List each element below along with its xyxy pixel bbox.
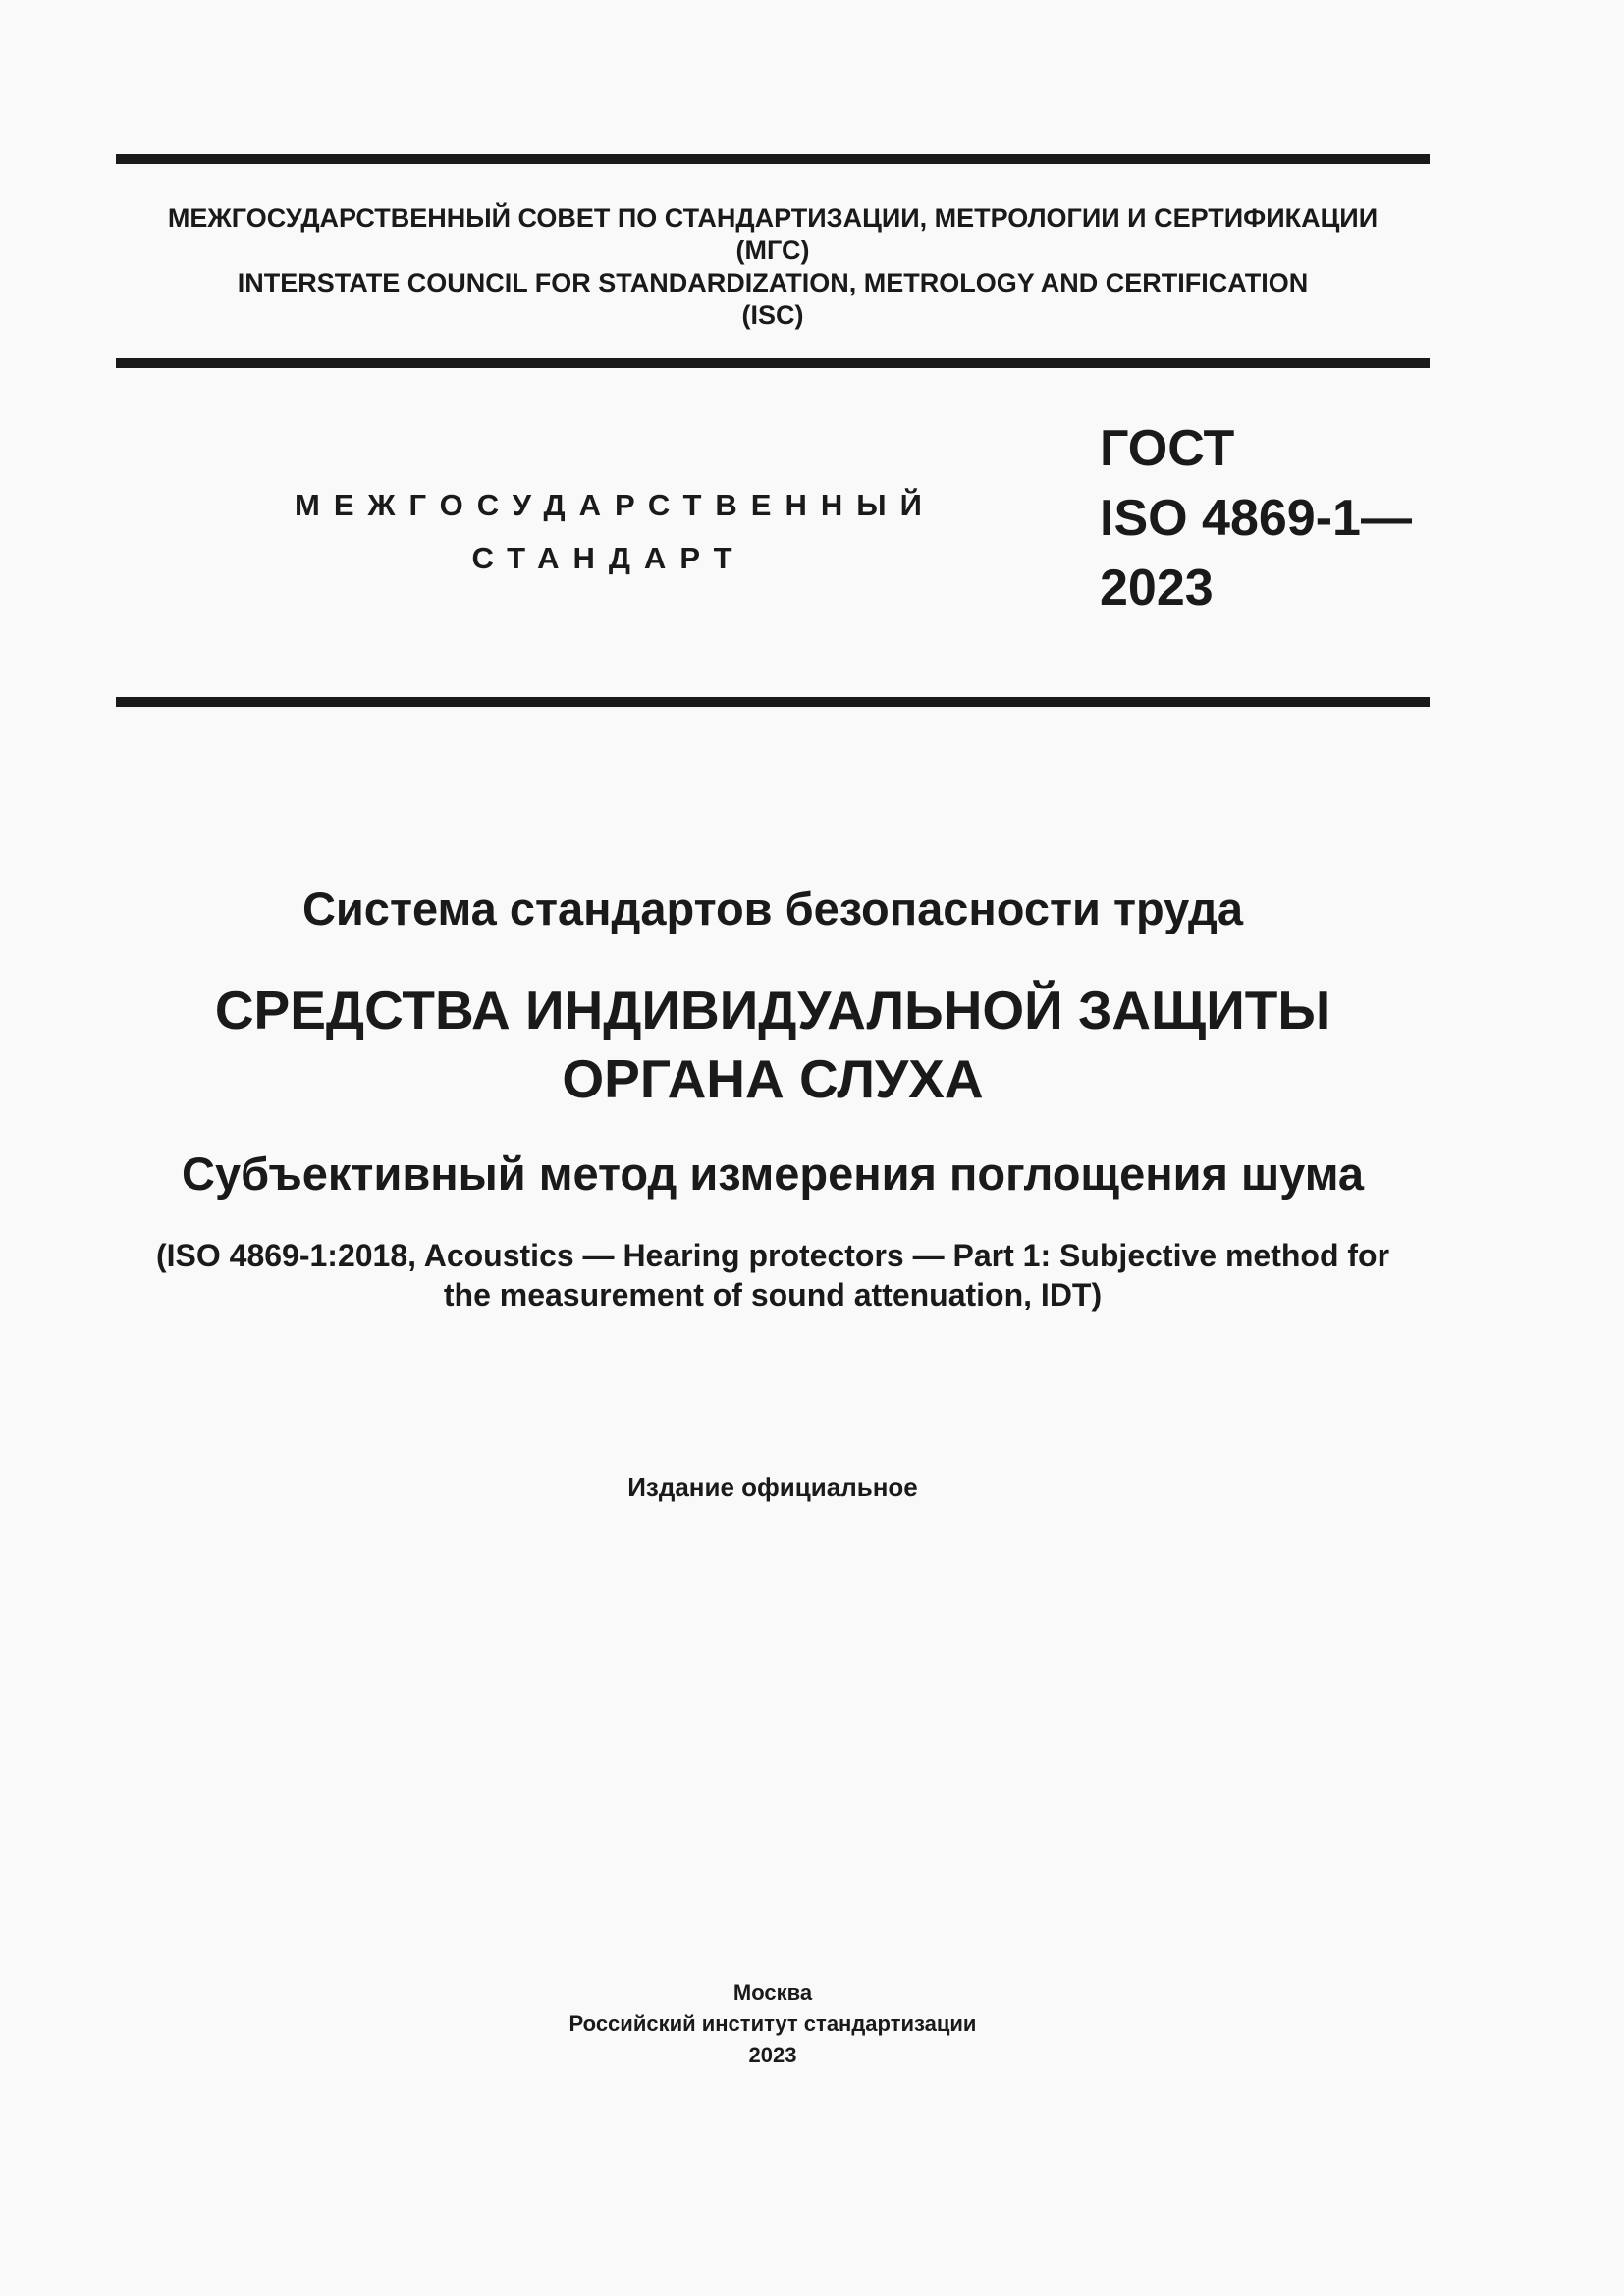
- main-title-line2: ОРГАНА СЛУХА: [562, 1048, 984, 1109]
- standard-designation: [1100, 414, 1412, 623]
- designation-bottom-rule: [116, 697, 1430, 707]
- standard-type-line1: МЕЖГОСУДАРСТВЕННЫЙ: [295, 488, 936, 522]
- standard-type: [295, 479, 936, 585]
- imprint: [116, 1977, 1430, 2071]
- iso-reference: [116, 1236, 1430, 1314]
- council-name-en: INTERSTATE COUNCIL FOR STANDARDIZATION, METROLOGY AND CERTIFICATION: [237, 268, 1309, 297]
- imprint-publisher: Российский институт стандартизации: [568, 2011, 977, 2036]
- imprint-year: 2023: [748, 2043, 797, 2067]
- council-abbr-en: (ISC): [741, 300, 804, 330]
- imprint-city: Москва: [732, 1980, 813, 2004]
- edition-note: Издание официальное: [627, 1472, 918, 1502]
- designation-line2: ISO 4869-1—: [1100, 490, 1412, 547]
- standard-type-line2: СТАНДАРТ: [471, 541, 746, 575]
- designation-line3: 2023: [1100, 560, 1214, 616]
- designation-line1: ГОСТ: [1100, 420, 1235, 477]
- council-header: [116, 202, 1430, 332]
- council-abbr-ru: (МГС): [735, 236, 810, 265]
- main-title-line1: СРЕДСТВА ИНДИВИДУАЛЬНОЙ ЗАЩИТЫ: [214, 980, 1331, 1041]
- series-title: Система стандартов безопасности труда: [301, 882, 1244, 934]
- council-name-ru: МЕЖГОСУДАРСТВЕННЫЙ СОВЕТ ПО СТАНДАРТИЗАЦИИ, МЕТРОЛОГИИ И СЕРТИФИКАЦИИ: [167, 203, 1379, 233]
- iso-reference-line2: the measurement of sound attenuation, IDT): [443, 1277, 1103, 1312]
- iso-reference-line1: (ISO 4869-1:2018, Acoustics — Hearing protectors — Part 1: Subjective method for: [155, 1238, 1390, 1273]
- top-rule: [116, 154, 1430, 164]
- subtitle: Субъективный метод измерения поглощения шума: [182, 1148, 1364, 1200]
- main-title: [116, 976, 1430, 1113]
- council-bottom-rule: [116, 358, 1430, 368]
